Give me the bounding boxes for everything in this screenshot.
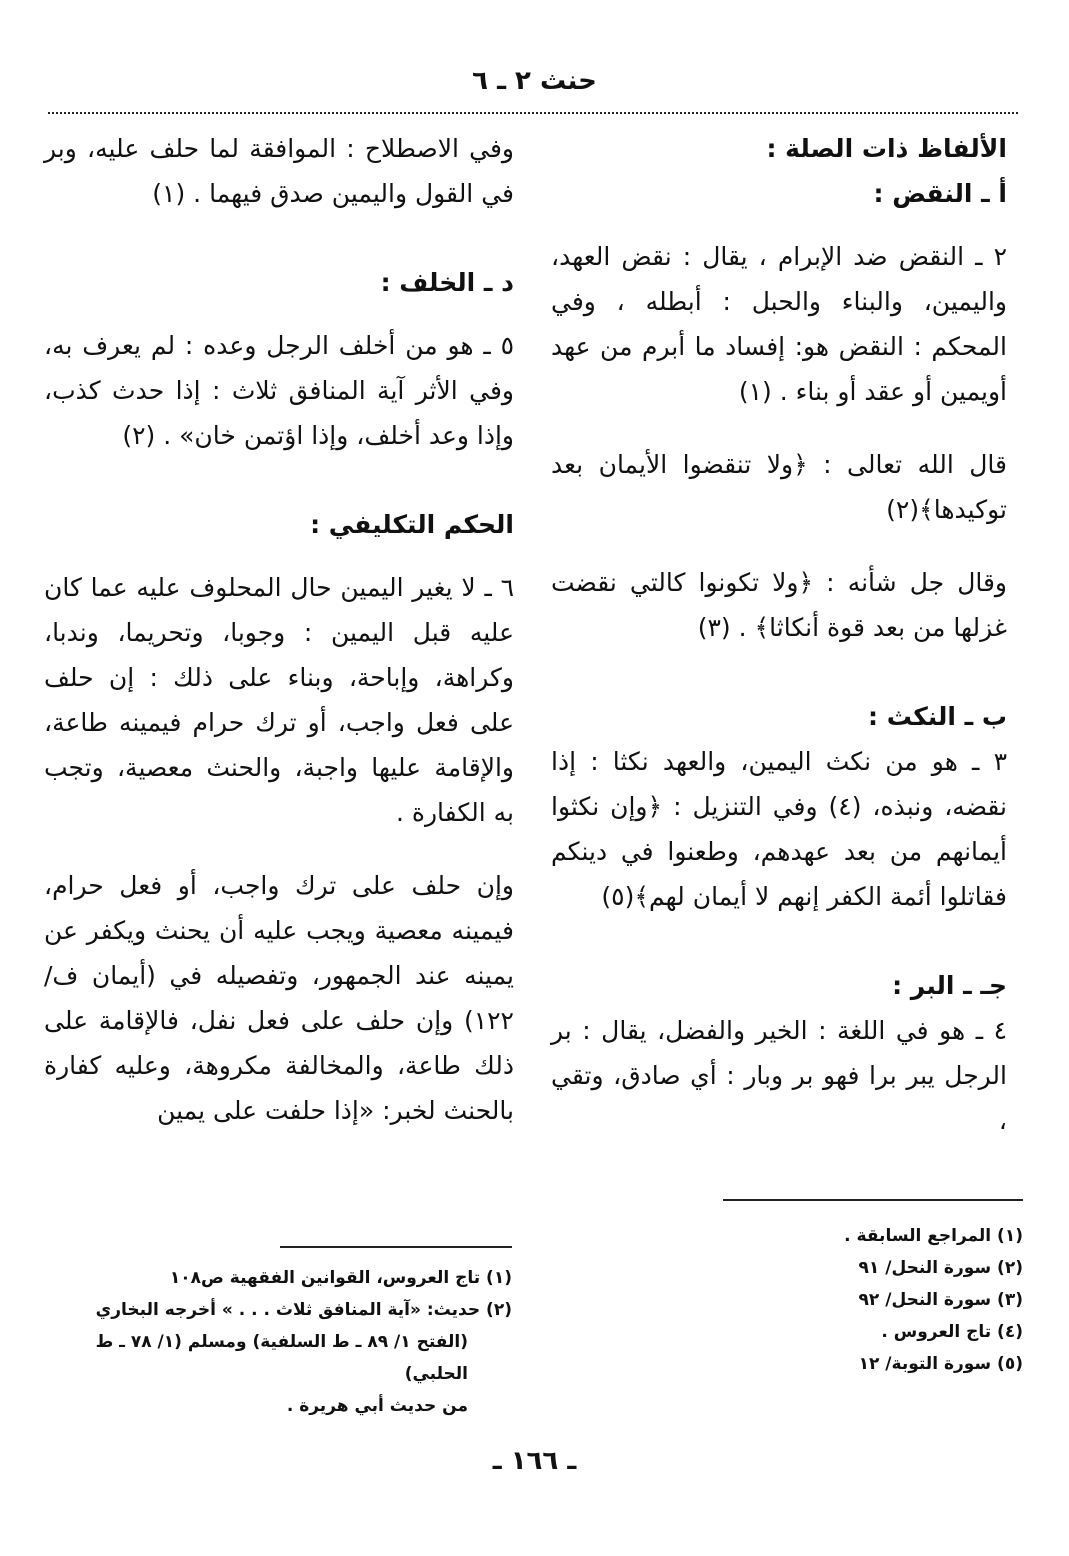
ruling-paragraph-1: ٦ ـ لا يغير اليمين حال المحلوف عليه عما كان عليه قبل اليمين : وجوبا، وتحريما، وندبا، وكراهة، وإباحة، وبناء على ذلك : إن حلف على فعل واجب، أو ترك حرام فيمينه طاعة، والإقامة عليها واجبة، والحنث معصية، وتجب به الكفارة . xyxy=(44,573,514,827)
footnote: (٢) سورة النحل/ ٩١ xyxy=(858,1258,1023,1278)
footnote-continuation: من حديث أبي هريرة . xyxy=(286,1396,468,1416)
footnote: (١) تاج العروس، القوانين الفقهية ص١٠٨ xyxy=(169,1268,512,1288)
footnote-rule-left xyxy=(280,1246,512,1248)
section-c-paragraph: ٤ ـ هو في اللغة : الخير والفضل، يقال : بر الرجل يبر برا فهو بر وبار : أي صادق، وتقي ، xyxy=(551,1016,1007,1135)
ruling-heading: الحكم التكليفي : xyxy=(310,510,514,539)
section-a-heading: أ ـ النقض : xyxy=(873,179,1007,208)
left-column xyxy=(44,126,514,1133)
section-c-continuation: وفي الاصطلاح : الموافقة لما حلف عليه، وبر في القول واليمين صدق فيهما . (١) xyxy=(44,134,514,208)
running-header: حنث ٢ ـ ٦ xyxy=(472,66,597,96)
section-a-paragraph: ٢ ـ النقض ضد الإبرام ، يقال : نقض العهد، واليمين، والبناء والحبل : أبطله ، وفي المحكم : النقض هو: إفساد ما أبرم من عهد أويمين أو عقد أو بناء . (١) xyxy=(551,242,1007,406)
footnote: (٤) تاج العروس . xyxy=(881,1322,1023,1342)
footnote: (٢) حديث: «آية المنافق ثلاث . . . » أخرجه البخاري xyxy=(95,1300,512,1320)
right-column xyxy=(551,126,1007,1143)
section-b-heading: ب ـ النكث : xyxy=(868,702,1007,731)
footnotes-right xyxy=(723,1220,1023,1380)
footnotes-left xyxy=(40,1262,512,1422)
quran-quote-1: قال الله تعالى : ﴿ولا تنقضوا الأيمان بعد توكيدها﴾(٢) xyxy=(551,450,1007,524)
section-c-heading: جـ ـ البر : xyxy=(892,971,1007,1000)
ruling-paragraph-2: وإن حلف على ترك واجب، أو فعل حرام، فيمينه معصية ويجب عليه أن يحنث ويكفر عن يمينه عند الجمهور، وتفصيله في (أيمان ف/١٢٢) وإن حلف على فعل نفل، فالإقامة على ذلك طاعة، والمخالفة مكروهة، وعليه كفارة بالحنث لخبر: «إذا حلفت على يمين xyxy=(44,871,514,1125)
quran-quote-2: وقال جل شأنه : ﴿ولا تكونوا كالتي نقضت غزلها من بعد قوة أنكاثا﴾ . (٣) xyxy=(551,568,1007,642)
section-b-paragraph: ٣ ـ هو من نكث اليمين، والعهد نكثا : إذا نقضه، ونبذه، (٤) وفي التنزيل : ﴿وإن نكثوا أيمانهم من بعد عهدهم، وطعنوا في دينكم فقاتلوا أئمة الكفر إنهم لا أيمان لهم﴾(٥) xyxy=(551,747,1007,911)
footnote: (١) المراجع السابقة . xyxy=(844,1226,1023,1246)
footnote: (٣) سورة النحل/ ٩٢ xyxy=(858,1290,1023,1310)
related-terms-heading: الألفاظ ذات الصلة : xyxy=(766,134,1007,163)
footnote-rule-right xyxy=(723,1199,1023,1201)
page-number: ـ ١٦٦ ـ xyxy=(492,1446,577,1476)
footnote: (٥) سورة التوبة/ ١٢ xyxy=(858,1354,1023,1374)
section-d-paragraph: ٥ ـ هو من أخلف الرجل وعده : لم يعرف به، وفي الأثر آية المنافق ثلاث : إذا حدث كذب، وإذا وعد أخلف، وإذا اؤتمن خان» . (٢) xyxy=(44,331,514,450)
header-dotted-rule xyxy=(48,112,1018,114)
footnote-continuation: (الفتح ١/ ٨٩ ـ ط السلفية) ومسلم (١/ ٧٨ ـ ط الحلبي) xyxy=(95,1332,468,1384)
section-d-heading: د ـ الخلف : xyxy=(380,268,514,297)
